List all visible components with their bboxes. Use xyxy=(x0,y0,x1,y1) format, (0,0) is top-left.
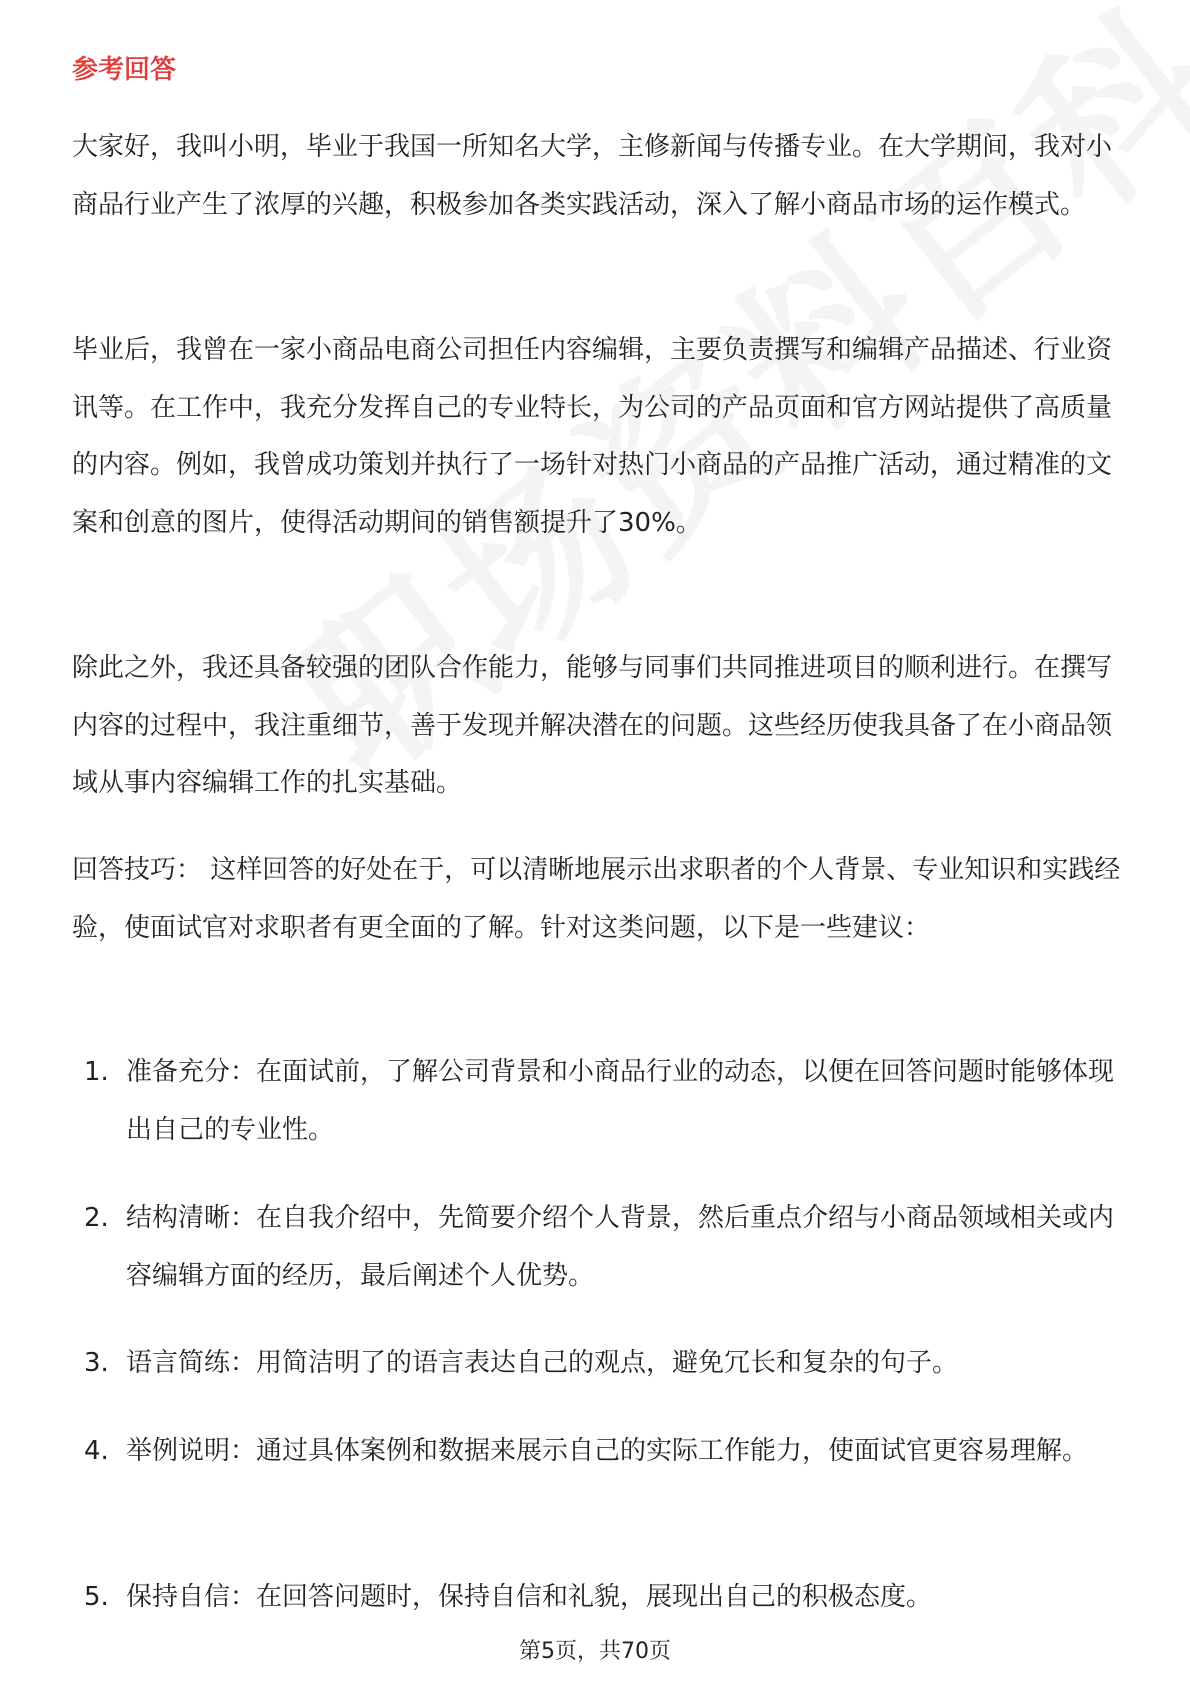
paragraph-answer-tips: 回答技巧： 这样回答的好处在于，可以清晰地展示出求职者的个人背景、专业知识和实践经验，使面试官对求职者有更全面的了解。针对这类问题，以下是一些建议： xyxy=(72,855,1121,943)
list-item-number: 3. xyxy=(84,1348,109,1378)
list-item-text: 保持自信：在回答问题时，保持自信和礼貌，展现出自己的积极态度。 xyxy=(126,1582,933,1612)
list-item-number: 2. xyxy=(84,1203,109,1233)
list-item-text: 语言简练：用简洁明了的语言表达自己的观点，避免冗长和复杂的句子。 xyxy=(126,1348,959,1378)
list-item-number: 5. xyxy=(84,1582,109,1612)
list-item-number: 1. xyxy=(84,1057,109,1087)
paragraph-intro: 大家好，我叫小明，毕业于我国一所知名大学，主修新闻与传播专业。在大学期间，我对小商品行业产生了浓厚的兴趣，积极参加各类实践活动，深入了解小商品市场的运作模式。 xyxy=(72,132,1113,220)
list-item-text: 举例说明：通过具体案例和数据来展示自己的实际工作能力，使面试官更容易理解。 xyxy=(126,1436,1089,1466)
paragraph-experience: 毕业后，我曾在一家小商品电商公司担任内容编辑，主要负责撰写和编辑产品描述、行业资讯等。在工作中，我充分发挥自己的专业特长，为公司的产品页面和官方网站提供了高质量的内容。例如，我曾成功策划并执行了一场针对热门小商品的产品推广活动，通过精准的文案和创意的图片，使得活动期间的销售额提升了30%。 xyxy=(72,335,1113,538)
page-footer: 第5页，共70页 xyxy=(519,1639,671,1664)
section-heading: 参考回答 xyxy=(72,55,177,85)
list-item-text: 准备充分：在面试前，了解公司背景和小商品行业的动态，以便在回答问题时能够体现出自己的专业性。 xyxy=(126,1057,1115,1145)
list-item-number: 4. xyxy=(84,1436,109,1466)
list-item-text: 结构清晰：在自我介绍中，先简要介绍个人背景，然后重点介绍与小商品领域相关或内容编辑方面的经历，最后阐述个人优势。 xyxy=(126,1203,1115,1291)
paragraph-teamwork: 除此之外，我还具备较强的团队合作能力，能够与同事们共同推进项目的顺利进行。在撰写内容的过程中，我注重细节，善于发现并解决潜在的问题。这些经历使我具备了在小商品领域从事内容编辑工作的扎实基础。 xyxy=(72,653,1113,798)
